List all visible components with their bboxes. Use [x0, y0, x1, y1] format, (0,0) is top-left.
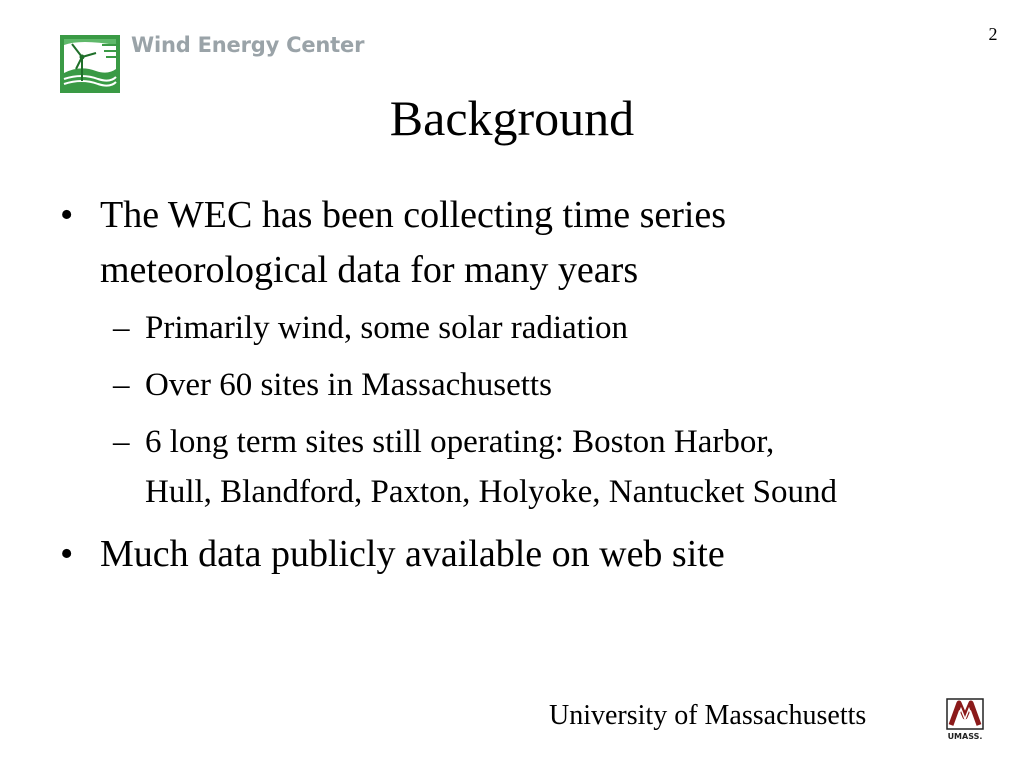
dash-icon: –	[113, 310, 130, 346]
sub-bullet-line: 6 long term sites still operating: Boston Harbor,	[145, 424, 775, 460]
page-number: 2	[988, 24, 998, 44]
bullet-line: meteorological data for many years	[100, 249, 639, 291]
bullet-icon: •	[60, 533, 74, 575]
bullet-line: The WEC has been collecting time series	[100, 194, 727, 236]
umass-logo-icon	[944, 697, 986, 741]
sub-bullet-line: Hull, Blandford, Paxton, Holyoke, Nantucket Sound	[145, 474, 838, 510]
dash-icon: –	[113, 424, 130, 460]
sub-bullet-line: Over 60 sites in Massachusetts	[145, 367, 552, 403]
bullet-item	[60, 188, 727, 298]
sub-bullet-item	[113, 417, 838, 517]
sub-bullet-line: Primarily wind, some solar radiation	[145, 310, 628, 346]
bullet-icon: •	[60, 194, 74, 236]
sub-bullet-item	[113, 303, 628, 353]
svg-text:UMASS.: UMASS.	[947, 732, 983, 741]
sub-bullet-item	[113, 360, 552, 410]
slide-title: Background	[389, 90, 635, 146]
bullet-item	[60, 527, 725, 582]
bullet-line: Much data publicly available on web site	[100, 533, 725, 575]
logo-text: Wind Energy Center	[131, 33, 365, 57]
footer-university-name: University of Massachusetts	[549, 700, 867, 731]
dash-icon: –	[113, 367, 130, 403]
